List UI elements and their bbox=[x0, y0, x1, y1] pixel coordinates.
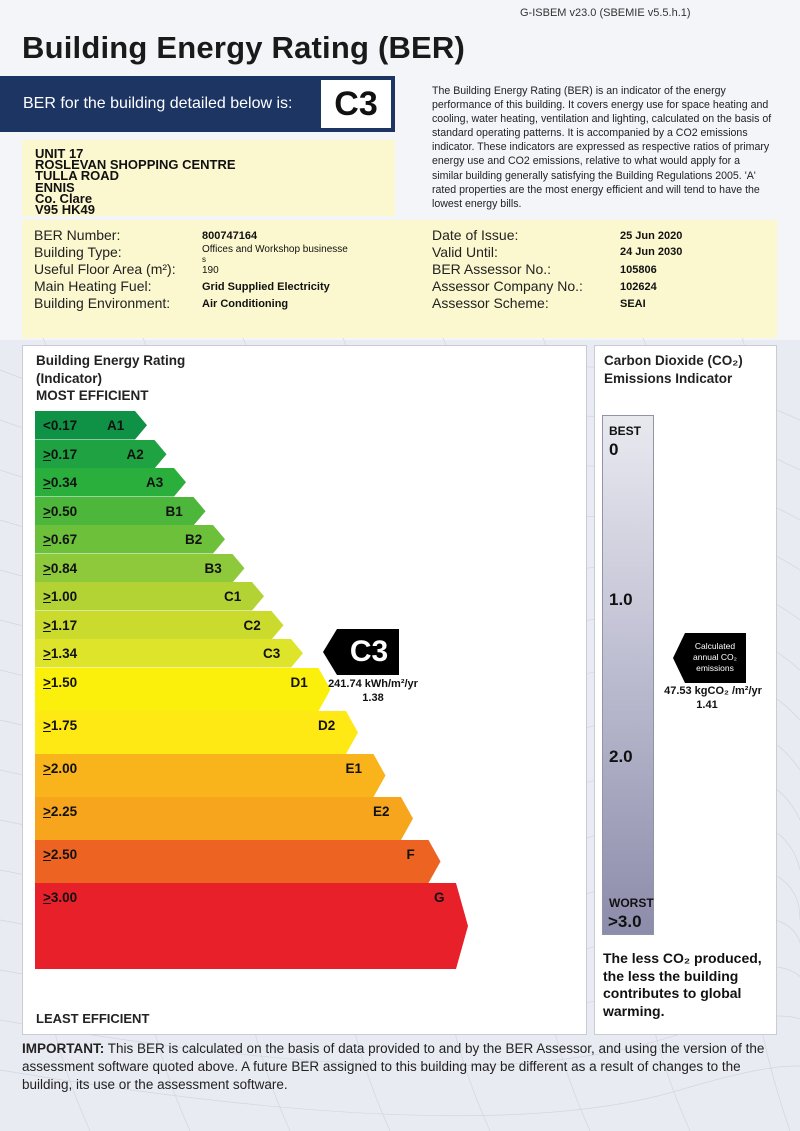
energy-value: 241.74 kWh/m²/yr bbox=[328, 678, 418, 690]
heating-fuel-label: Main Heating Fuel: bbox=[34, 278, 152, 294]
band-threshold: >0.84 bbox=[43, 560, 78, 576]
address-line: UNIT 17 bbox=[35, 146, 84, 161]
rating-band-e1 bbox=[35, 754, 386, 797]
assessor-company-value: 102624 bbox=[620, 281, 657, 293]
band-class: A3 bbox=[146, 475, 164, 490]
co2-worst-value: >3.0 bbox=[608, 912, 642, 931]
co2-pointer-line-2: annual CO₂ bbox=[693, 652, 737, 662]
address-line: TULLA ROAD bbox=[35, 168, 120, 184]
building-type-value: Offices and Workshop businesse bbox=[202, 244, 348, 255]
current-rating-arrow bbox=[323, 629, 399, 675]
valid-until-value: 24 Jun 2030 bbox=[620, 246, 683, 258]
co2-note-line: The less CO₂ produced, bbox=[603, 950, 762, 966]
co2-ratio: 1.41 bbox=[696, 699, 718, 711]
band-class: E2 bbox=[373, 803, 390, 819]
band-threshold: >1.75 bbox=[43, 717, 78, 733]
band-threshold: >1.50 bbox=[43, 674, 78, 690]
current-rating-text: C3 bbox=[349, 635, 389, 668]
rating-band-shape bbox=[35, 883, 468, 969]
important-note bbox=[22, 1040, 782, 1094]
band-threshold: >0.50 bbox=[43, 503, 78, 519]
address-block bbox=[22, 140, 395, 216]
co2-panel-subheading: Emissions Indicator bbox=[604, 371, 733, 386]
rating-band-shape bbox=[35, 754, 386, 797]
band-threshold: >2.50 bbox=[43, 846, 78, 862]
ber-number-label: BER Number: bbox=[34, 227, 121, 243]
band-threshold: <0.17 bbox=[43, 418, 78, 433]
co2-panel-heading: Carbon Dioxide (CO₂) bbox=[604, 353, 743, 368]
address-line: Co. Clare bbox=[35, 190, 93, 206]
band-class: G bbox=[434, 889, 445, 905]
co2-pointer bbox=[673, 633, 746, 683]
details-block bbox=[22, 220, 777, 338]
most-efficient-label: MOST EFFICIENT bbox=[36, 388, 149, 403]
least-efficient-label: LEAST EFFICIENT bbox=[36, 1011, 150, 1026]
floor-area-label: Useful Floor Area (m²): bbox=[34, 261, 176, 277]
band-class: C1 bbox=[224, 589, 242, 604]
co2-note bbox=[603, 950, 762, 1020]
co2-scale-1: 1.0 bbox=[609, 590, 633, 609]
ber-rating-box: C3 bbox=[321, 80, 391, 128]
floor-area-value: 190 bbox=[202, 265, 219, 276]
valid-until-label: Valid Until: bbox=[432, 244, 498, 260]
rating-band-shape bbox=[35, 797, 413, 840]
rating-band-d2 bbox=[35, 711, 358, 754]
assessor-no-value: 105806 bbox=[620, 264, 657, 276]
heating-fuel-value: Grid Supplied Electricity bbox=[202, 281, 330, 293]
co2-scale-0: 0 bbox=[609, 440, 619, 459]
ber-number-value: 800747164 bbox=[202, 230, 258, 242]
assessor-scheme-label: Assessor Scheme: bbox=[432, 295, 549, 311]
date-of-issue-value: 25 Jun 2020 bbox=[620, 230, 683, 242]
band-class: B2 bbox=[185, 532, 203, 547]
building-type-value-wrap: s bbox=[202, 255, 206, 264]
rating-band-e2 bbox=[35, 797, 413, 840]
co2-note-line: contributes to global bbox=[603, 985, 742, 1001]
address-line: ROSLEVAN SHOPPING CENTRE bbox=[35, 157, 236, 173]
assessor-no-label: BER Assessor No.: bbox=[432, 261, 552, 277]
band-threshold: >0.67 bbox=[43, 532, 78, 547]
important-label: IMPORTANT: bbox=[22, 1041, 105, 1056]
building-environment-label: Building Environment: bbox=[34, 295, 171, 311]
band-class: D1 bbox=[290, 674, 308, 690]
building-type-label: Building Type: bbox=[34, 244, 122, 260]
ber-indicator-panel bbox=[22, 345, 587, 1035]
important-text: This BER is calculated on the basis of data provided to and by the BER Assessor, and using the version of the assessment software quoted above. A future BER assigned to this building may be different as a result of changes to the building, its use or the assessment software. bbox=[22, 1041, 765, 1092]
rating-band-shape bbox=[35, 711, 358, 754]
co2-note-line: the less the building bbox=[603, 967, 739, 984]
band-class: B3 bbox=[204, 560, 222, 576]
band-threshold: >1.17 bbox=[43, 617, 78, 633]
rating-band-g bbox=[35, 883, 468, 969]
band-threshold: >2.25 bbox=[43, 803, 78, 819]
building-environment-value: Air Conditioning bbox=[202, 298, 289, 310]
co2-note-line: warming. bbox=[603, 1002, 665, 1019]
band-class: B1 bbox=[165, 503, 183, 519]
assessor-company-label: Assessor Company No.: bbox=[432, 278, 583, 294]
co2-value: 47.53 kgCO₂ /m²/yr bbox=[664, 685, 762, 697]
rating-band-f bbox=[35, 840, 441, 883]
band-class: D2 bbox=[318, 717, 336, 733]
band-threshold: >3.00 bbox=[43, 889, 78, 905]
band-class: C2 bbox=[243, 617, 261, 633]
energy-ratio: 1.38 bbox=[362, 692, 384, 704]
rating-band-shape bbox=[35, 840, 441, 883]
co2-pointer-line-1: Calculated bbox=[694, 641, 736, 651]
band-class: C3 bbox=[263, 646, 281, 661]
ber-banner bbox=[0, 76, 395, 132]
ber-panel-subheading: (Indicator) bbox=[36, 371, 102, 386]
co2-scale-2: 2.0 bbox=[609, 747, 633, 766]
assessor-scheme-value: SEAI bbox=[620, 298, 646, 310]
rating-band-d1 bbox=[35, 668, 331, 711]
band-class: A1 bbox=[107, 418, 125, 433]
intro-text: The Building Energy Rating (BER) is an indicator of the energy performance of this building. It covers energy use for space heating and cooling, water heating, ventilation and lighting, calculated on the basis of standard operating patterns. It is accompanied by a CO2 emissions indicator. These indicators are expressed as respective ratios of primary energy use and CO2 emissions, relative to what would apply for a similar building generally satisfying the Building Regulations 2005. 'A' rated properties are the most energy efficient and will tend to have the lowest energy bills. bbox=[432, 85, 772, 210]
band-class: E1 bbox=[345, 760, 363, 776]
co2-scale-bar bbox=[602, 415, 654, 935]
band-threshold: >1.34 bbox=[43, 646, 78, 661]
band-class: F bbox=[406, 846, 415, 862]
band-class: A2 bbox=[126, 446, 144, 462]
co2-best-label: BEST bbox=[609, 424, 642, 438]
band-threshold: >2.00 bbox=[43, 760, 78, 776]
address-line: ENNIS bbox=[35, 179, 75, 195]
ber-panel-heading: Building Energy Rating bbox=[36, 353, 186, 368]
page-title: Building Energy Rating (BER) bbox=[22, 30, 466, 65]
band-threshold: >0.34 bbox=[43, 475, 78, 490]
ber-banner-text: BER for the building detailed below is: bbox=[23, 95, 293, 112]
date-of-issue-label: Date of Issue: bbox=[432, 227, 519, 243]
band-threshold: >0.17 bbox=[43, 446, 78, 462]
address-line: V95 HK49 bbox=[35, 202, 95, 218]
co2-worst-label: WORST bbox=[609, 896, 654, 910]
rating-band-shape bbox=[35, 668, 331, 711]
software-version: G-ISBEM v23.0 (SBEMIE v5.5.h.1) bbox=[520, 7, 691, 19]
band-threshold: >1.00 bbox=[43, 589, 78, 604]
co2-pointer-line-3: emissions bbox=[696, 663, 734, 673]
